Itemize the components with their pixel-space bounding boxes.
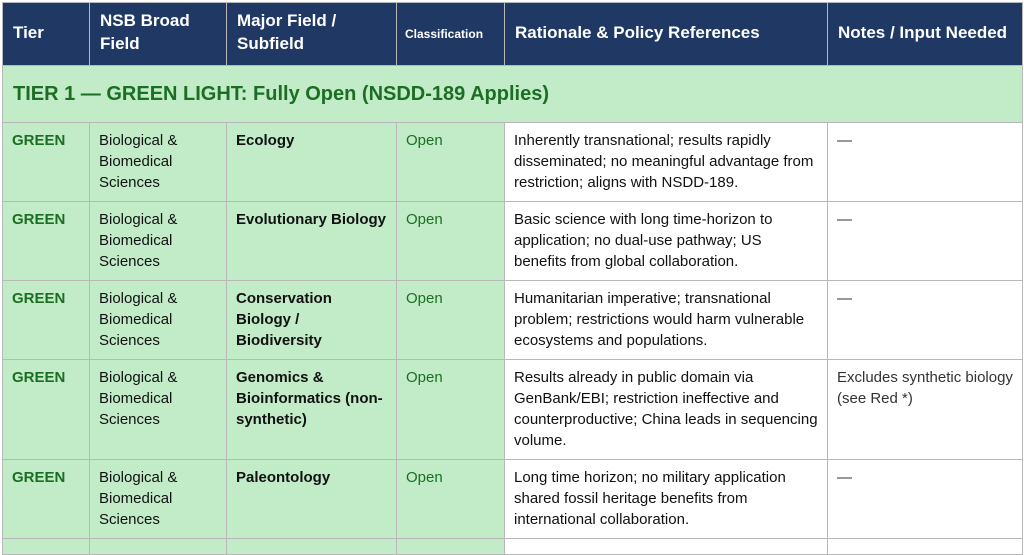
field-cell: Biological & Biomedical Sciences bbox=[90, 123, 227, 202]
tier-cell: GREEN bbox=[3, 360, 90, 460]
notes-cell: — bbox=[828, 460, 1023, 539]
rationale-cell: Long time horizon; no military application shared fossil heritage benefits from international collaboration. bbox=[505, 460, 828, 539]
table-row bbox=[3, 123, 1023, 202]
classification-cell: Open bbox=[397, 202, 505, 281]
table-row bbox=[3, 360, 1023, 460]
notes-cell: — bbox=[828, 123, 1023, 202]
notes-cell: — bbox=[828, 202, 1023, 281]
classification-cell: Open bbox=[397, 281, 505, 360]
header-nsb-field: NSB Broad Field bbox=[90, 3, 227, 66]
notes-cell: Excludes synthetic biology (see Red *) bbox=[828, 360, 1023, 460]
policy-table bbox=[2, 2, 1023, 555]
header-tier: Tier bbox=[3, 3, 90, 66]
subfield-cell: Genomics & Bioinformatics (non-synthetic) bbox=[227, 360, 397, 460]
table-row bbox=[3, 202, 1023, 281]
rationale-cell: Results already in public domain via GenBank/EBI; restriction ineffective and counterproductive; China leads in sequencing volume. bbox=[505, 360, 828, 460]
tier-cell: GREEN bbox=[3, 281, 90, 360]
subfield-cell: Evolutionary Biology bbox=[227, 202, 397, 281]
subfield-cell: Ecology bbox=[227, 123, 397, 202]
tier-cell: GREEN bbox=[3, 202, 90, 281]
header-row bbox=[3, 3, 1023, 66]
notes-cell: — bbox=[828, 281, 1023, 360]
field-cell: Biological & Biomedical Sciences bbox=[90, 460, 227, 539]
rationale-cell: Inherently transnational; results rapidly disseminated; no meaningful advantage from restriction; aligns with NSDD-189. bbox=[505, 123, 828, 202]
field-cell: Biological & Biomedical Sciences bbox=[90, 202, 227, 281]
classification-cell: Open bbox=[397, 123, 505, 202]
rationale-cell: Humanitarian imperative; transnational problem; restrictions would harm vulnerable ecosystems and populations. bbox=[505, 281, 828, 360]
table-row-partial bbox=[3, 539, 1023, 555]
header-rationale: Rationale & Policy References bbox=[505, 3, 828, 66]
field-cell: Biological & Biomedical Sciences bbox=[90, 360, 227, 460]
tier-cell: GREEN bbox=[3, 123, 90, 202]
header-major-field: Major Field / Subfield bbox=[227, 3, 397, 66]
classification-cell: Open bbox=[397, 460, 505, 539]
subfield-cell: Paleontology bbox=[227, 460, 397, 539]
classification-cell: Open bbox=[397, 360, 505, 460]
subfield-cell: Conservation Biology / Biodiversity bbox=[227, 281, 397, 360]
rationale-cell: Basic science with long time-horizon to application; no dual-use pathway; US benefits from global collaboration. bbox=[505, 202, 828, 281]
table-row bbox=[3, 281, 1023, 360]
tier-cell: GREEN bbox=[3, 460, 90, 539]
tier-1-heading: TIER 1 — GREEN LIGHT: Fully Open (NSDD-189 Applies) bbox=[3, 66, 1023, 123]
field-cell: Biological & Biomedical Sciences bbox=[90, 281, 227, 360]
header-classification: Classification bbox=[397, 3, 505, 66]
table-row bbox=[3, 460, 1023, 539]
tier-1-heading-row bbox=[3, 66, 1023, 123]
header-notes: Notes / Input Needed bbox=[828, 3, 1023, 66]
